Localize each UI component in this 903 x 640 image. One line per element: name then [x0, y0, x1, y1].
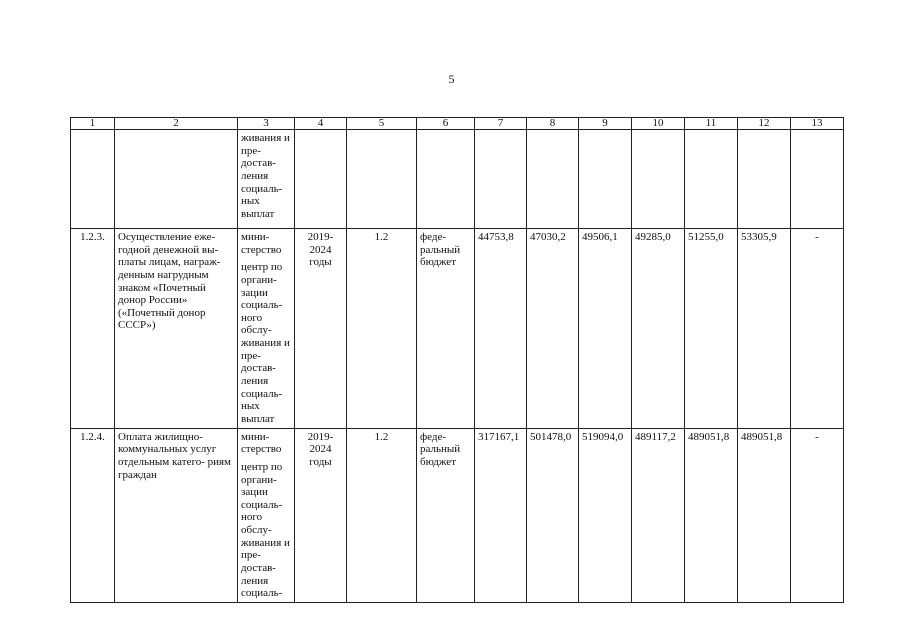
column-header: 11 [685, 118, 738, 130]
amount-cell: 51255,0 [685, 229, 738, 429]
executor-line: мини- стерство [241, 430, 282, 456]
amount-cell: 317167,1 [475, 428, 527, 602]
column-header: 13 [791, 118, 844, 130]
column-header: 5 [347, 118, 417, 130]
page-number: 5 [448, 72, 455, 86]
executor-line: центр по органи- зации социаль- ного обслу- живания и пре- достав- ления социаль- ных выплат [241, 261, 290, 425]
amount-cell: 53305,9 [738, 229, 791, 429]
period [295, 130, 347, 229]
amount-cell [527, 130, 579, 229]
column-number-row [71, 118, 844, 130]
funding-source: феде- ральный бюджет [417, 229, 475, 429]
row-number [71, 130, 115, 229]
measure-name: Оплата жилищно- коммунальных услуг отдельным катего- риям граждан [115, 428, 238, 602]
column-header: 8 [527, 118, 579, 130]
column-header: 2 [115, 118, 238, 130]
executor-line: центр по органи- зации социаль- ного обслу- живания и пре- достав- ления социаль- [241, 460, 290, 600]
budget-table [70, 117, 844, 603]
indicator: 1.2 [347, 229, 417, 429]
row-number: 1.2.4. [71, 428, 115, 602]
executor [238, 229, 295, 429]
amount-cell: 49285,0 [632, 229, 685, 429]
funding-source [417, 130, 475, 229]
amount-cell: 49506,1 [579, 229, 632, 429]
measure-name: Осуществление еже- годной денежной вы- платы лицам, награж- денным нагрудным знаком «Почетный донор России» («Почетный донор СССР») [115, 229, 238, 429]
table-row [71, 130, 844, 229]
executor [238, 428, 295, 602]
amount-cell: 489051,8 [685, 428, 738, 602]
amount-cell [579, 130, 632, 229]
row-number: 1.2.3. [71, 229, 115, 429]
column-header: 1 [71, 118, 115, 130]
period: 2019- 2024 годы [295, 428, 347, 602]
amount-cell [738, 130, 791, 229]
amount-cell: - [791, 428, 844, 602]
amount-cell: 47030,2 [527, 229, 579, 429]
indicator [347, 130, 417, 229]
table-row [71, 428, 844, 602]
amount-cell: 489051,8 [738, 428, 791, 602]
amount-cell: 44753,8 [475, 229, 527, 429]
indicator: 1.2 [347, 428, 417, 602]
amount-cell [475, 130, 527, 229]
column-header: 10 [632, 118, 685, 130]
column-header: 3 [238, 118, 295, 130]
amount-cell: - [791, 229, 844, 429]
table-row [71, 229, 844, 429]
funding-source: феде- ральный бюджет [417, 428, 475, 602]
column-header: 4 [295, 118, 347, 130]
column-header: 9 [579, 118, 632, 130]
column-header: 12 [738, 118, 791, 130]
amount-cell: 519094,0 [579, 428, 632, 602]
amount-cell [685, 130, 738, 229]
column-header: 6 [417, 118, 475, 130]
amount-cell [632, 130, 685, 229]
executor-line: живания и пре- достав- ления социаль- ных выплат [241, 132, 290, 220]
period: 2019- 2024 годы [295, 229, 347, 429]
amount-cell [791, 130, 844, 229]
column-header: 7 [475, 118, 527, 130]
executor [238, 130, 295, 229]
amount-cell: 501478,0 [527, 428, 579, 602]
amount-cell: 489117,2 [632, 428, 685, 602]
measure-name [115, 130, 238, 229]
executor-line: мини- стерство [241, 231, 282, 256]
